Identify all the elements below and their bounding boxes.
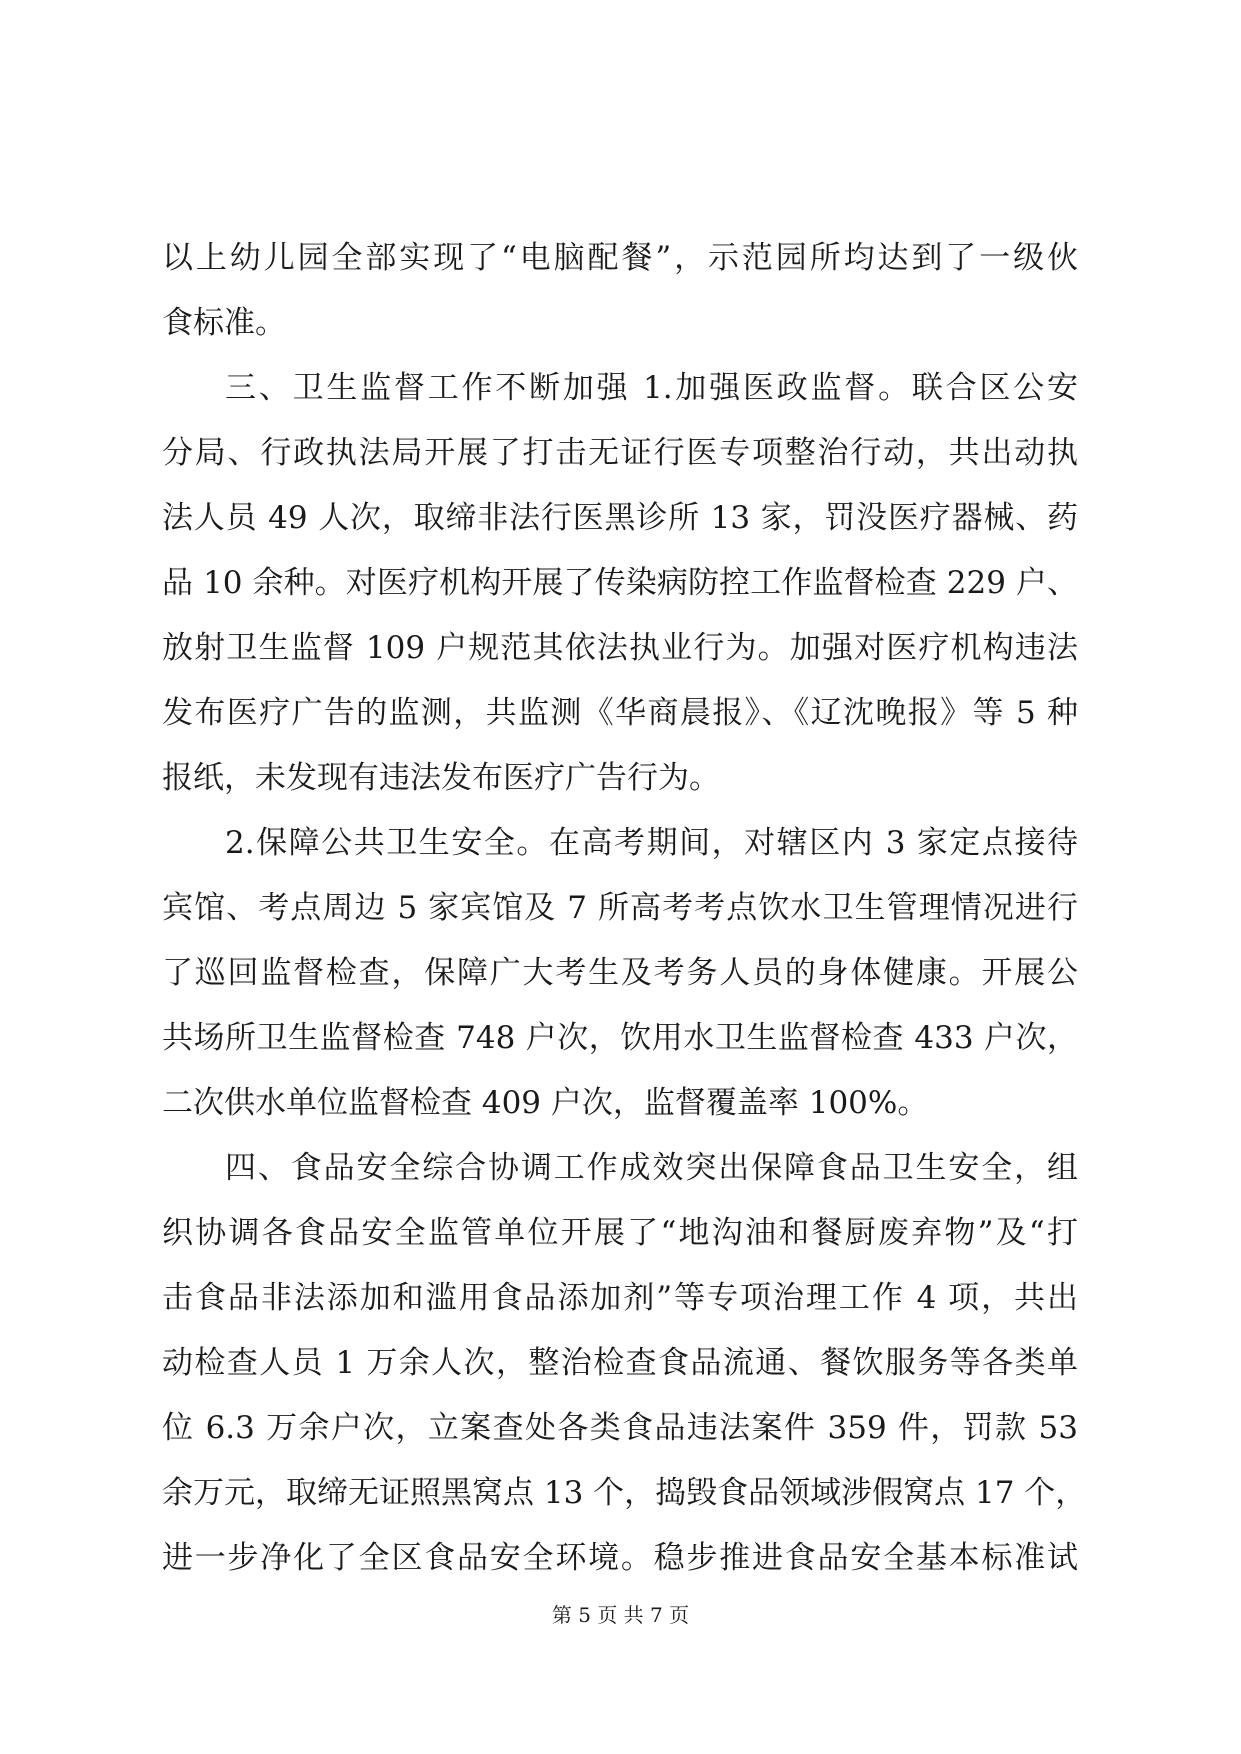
text-line: 发布医疗广告的监测，共监测《华商晨报》、《辽沈晚报》等 5 种 <box>162 695 1078 731</box>
text-line: 2.保障公共卫生安全。在高考期间，对辖区内 3 家定点接待 <box>225 825 1078 861</box>
text-line: 宾馆、考点周边 5 家宾馆及 7 所高考考点饮水卫生管理情况进行 <box>162 890 1078 926</box>
text-line: 法人员 49 人次，取缔非法行医黑诊所 13 家，罚没医疗器械、药 <box>162 500 1078 536</box>
text-line: 位 6.3 万余户次，立案查处各类食品违法案件 359 件，罚款 53 <box>162 1410 1078 1446</box>
text-line: 以上幼儿园全部实现了“电脑配餐”，示范园所均达到了一级伙 <box>162 240 1078 276</box>
text-line: 击食品非法添加和滥用食品添加剂”等专项治理工作 4 项，共出 <box>162 1280 1078 1316</box>
text-line: 分局、行政执法局开展了打击无证行医专项整治行动，共出动执 <box>162 435 1078 471</box>
text-line: 食标准。 <box>162 305 286 341</box>
text-line: 四、食品安全综合协调工作成效突出保障食品卫生安全，组 <box>225 1150 1078 1186</box>
text-line: 动检查人员 1 万余人次，整治检查食品流通、餐饮服务等各类单 <box>162 1345 1078 1381</box>
text-line: 余万元，取缔无证照黑窝点 13 个，捣毁食品领域涉假窝点 17 个， <box>162 1475 1087 1511</box>
text-line: 了巡回监督检查，保障广大考生及考务人员的身体健康。开展公 <box>162 955 1078 991</box>
page-number-footer: 第 5 页 共 7 页 <box>551 1603 690 1627</box>
text-line: 织协调各食品安全监管单位开展了“地沟油和餐厨废弃物”及“打 <box>162 1215 1078 1251</box>
text-line: 三、卫生监督工作不断加强 1.加强医政监督。联合区公安 <box>225 370 1078 406</box>
text-line: 共场所卫生监督检查 748 户次，饮用水卫生监督检查 433 户次， <box>162 1020 1078 1056</box>
document-body <box>162 226 1087 1591</box>
text-line: 放射卫生监督 109 户规范其依法执业行为。加强对医疗机构违法 <box>162 630 1078 666</box>
text-line: 进一步净化了全区食品安全环境。稳步推进食品安全基本标准试 <box>162 1540 1078 1576</box>
text-line: 二次供水单位监督检查 409 户次，监督覆盖率 100%。 <box>162 1085 929 1121</box>
text-line: 品 10 余种。对医疗机构开展了传染病防控工作监督检查 229 户、 <box>162 565 1078 601</box>
text-line: 报纸，未发现有违法发布医疗广告行为。 <box>162 760 720 796</box>
